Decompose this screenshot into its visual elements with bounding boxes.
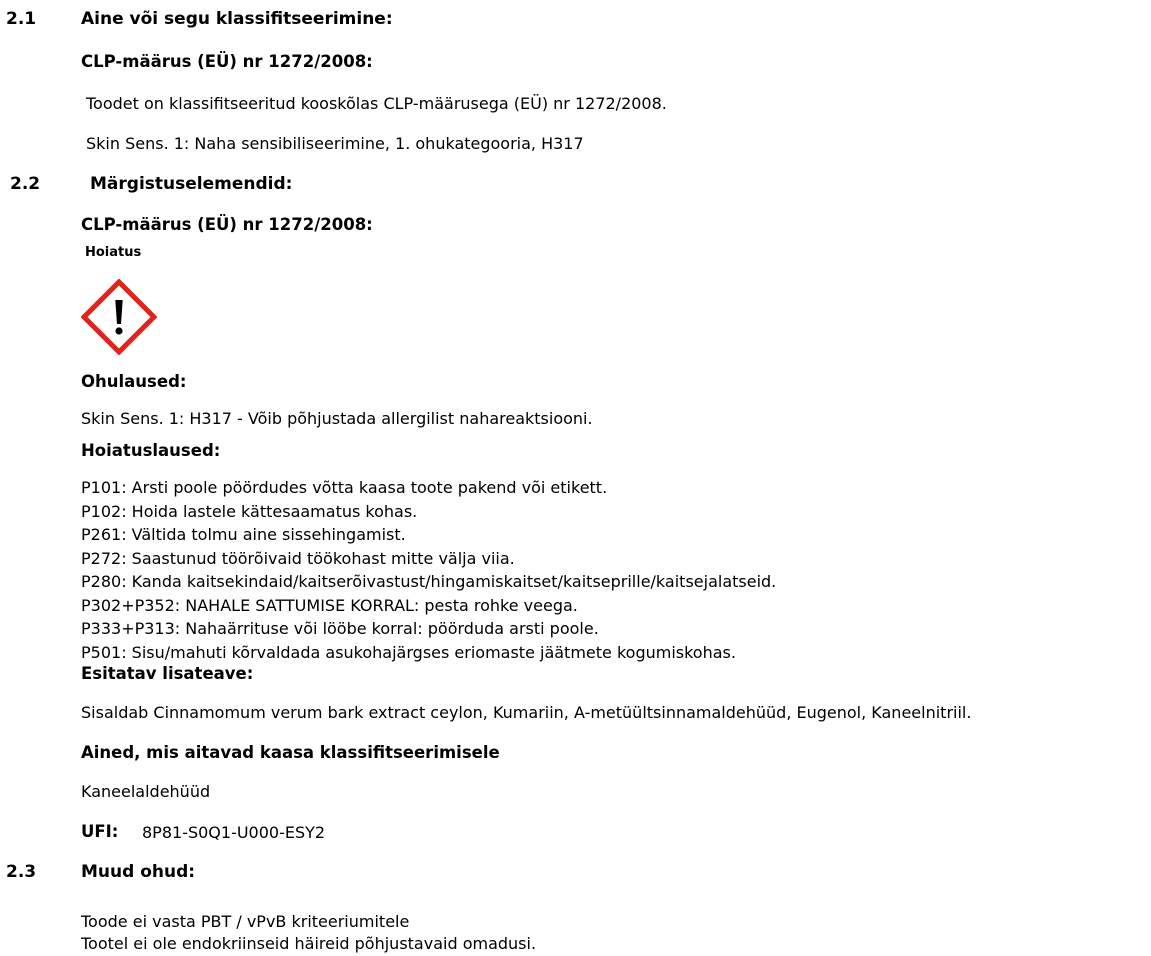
precautionary-statements-heading: Hoiatuslaused: bbox=[81, 441, 221, 460]
section-2-1-title: Aine või segu klassifitseerimine: bbox=[81, 9, 393, 29]
signal-word: Hoiatus bbox=[85, 245, 142, 260]
precaution-item: P280: Kanda kaitsekindaid/kaitserõivastust/hingamiskaitset/kaitseprille/kaitsejalatseid. bbox=[81, 572, 777, 591]
other-hazards-line1: Toode ei vasta PBT / vPvB kriteeriumitele bbox=[81, 912, 410, 931]
precaution-item: P101: Arsti poole pöördudes võtta kaasa toote pakend või etikett. bbox=[81, 478, 608, 497]
hazard-statements-heading: Ohulaused: bbox=[81, 372, 187, 391]
classification-statement: Toodet on klassifitseeritud kooskõlas CLP-määrusega (EÜ) nr 1272/2008. bbox=[86, 94, 667, 113]
contributing-substances-heading: Ained, mis aitavad kaasa klassifitseerimisele bbox=[81, 743, 500, 762]
precaution-item: P261: Vältida tolmu aine sissehingamist. bbox=[81, 525, 406, 544]
section-2-1-number: 2.1 bbox=[6, 9, 37, 29]
section-2-2-title: Märgistuselemendid: bbox=[90, 174, 293, 194]
additional-info-heading: Esitatav lisateave: bbox=[81, 664, 254, 683]
precaution-item: P501: Sisu/mahuti kõrvaldada asukohajärgses eriomaste jäätmete kogumiskohas. bbox=[81, 642, 736, 662]
section-2-1-regulation: CLP-määrus (EÜ) nr 1272/2008: bbox=[81, 52, 373, 71]
precautionary-statements-list bbox=[81, 476, 776, 664]
section-2-2-regulation: CLP-määrus (EÜ) nr 1272/2008: bbox=[81, 215, 373, 234]
section-2-3-title: Muud ohud: bbox=[81, 862, 196, 882]
section-2-3-number: 2.3 bbox=[6, 862, 37, 882]
page-bottom-clip bbox=[0, 936, 1151, 956]
hazard-statement: Skin Sens. 1: H317 - Võib põhjustada allergilist nahareaktsiooni. bbox=[81, 409, 593, 428]
ghs07-exclamation-icon bbox=[81, 279, 157, 355]
precaution-item: P272: Saastunud töörõivaid töökohast mitte välja viia. bbox=[81, 548, 515, 568]
precaution-item: P333+P313: Nahaärrituse või lööbe korral: pöörduda arsti poole. bbox=[81, 619, 599, 638]
ufi-label: UFI: bbox=[81, 822, 119, 841]
contributing-substances-text: Kaneelaldehüüd bbox=[81, 782, 211, 801]
precaution-item: P102: Hoida lastele kättesaamatus kohas. bbox=[81, 501, 418, 521]
additional-info-text: Sisaldab Cinnamomum verum bark extract ceylon, Kumariin, A-metüültsinnamaldehüüd, Eugenol, Kaneelnitriil. bbox=[81, 703, 972, 722]
section-2-2-number: 2.2 bbox=[10, 174, 41, 194]
other-hazards-line2: Tootel ei ole endokriinseid häireid põhjustavaid omadusi. bbox=[81, 936, 537, 953]
precaution-item: P302+P352: NAHALE SATTUMISE KORRAL: pesta rohke veega. bbox=[81, 595, 578, 615]
classification-category: Skin Sens. 1: Naha sensibiliseerimine, 1. ohukategooria, H317 bbox=[86, 134, 584, 153]
ufi-value: 8P81-S0Q1-U000-ESY2 bbox=[142, 823, 326, 842]
